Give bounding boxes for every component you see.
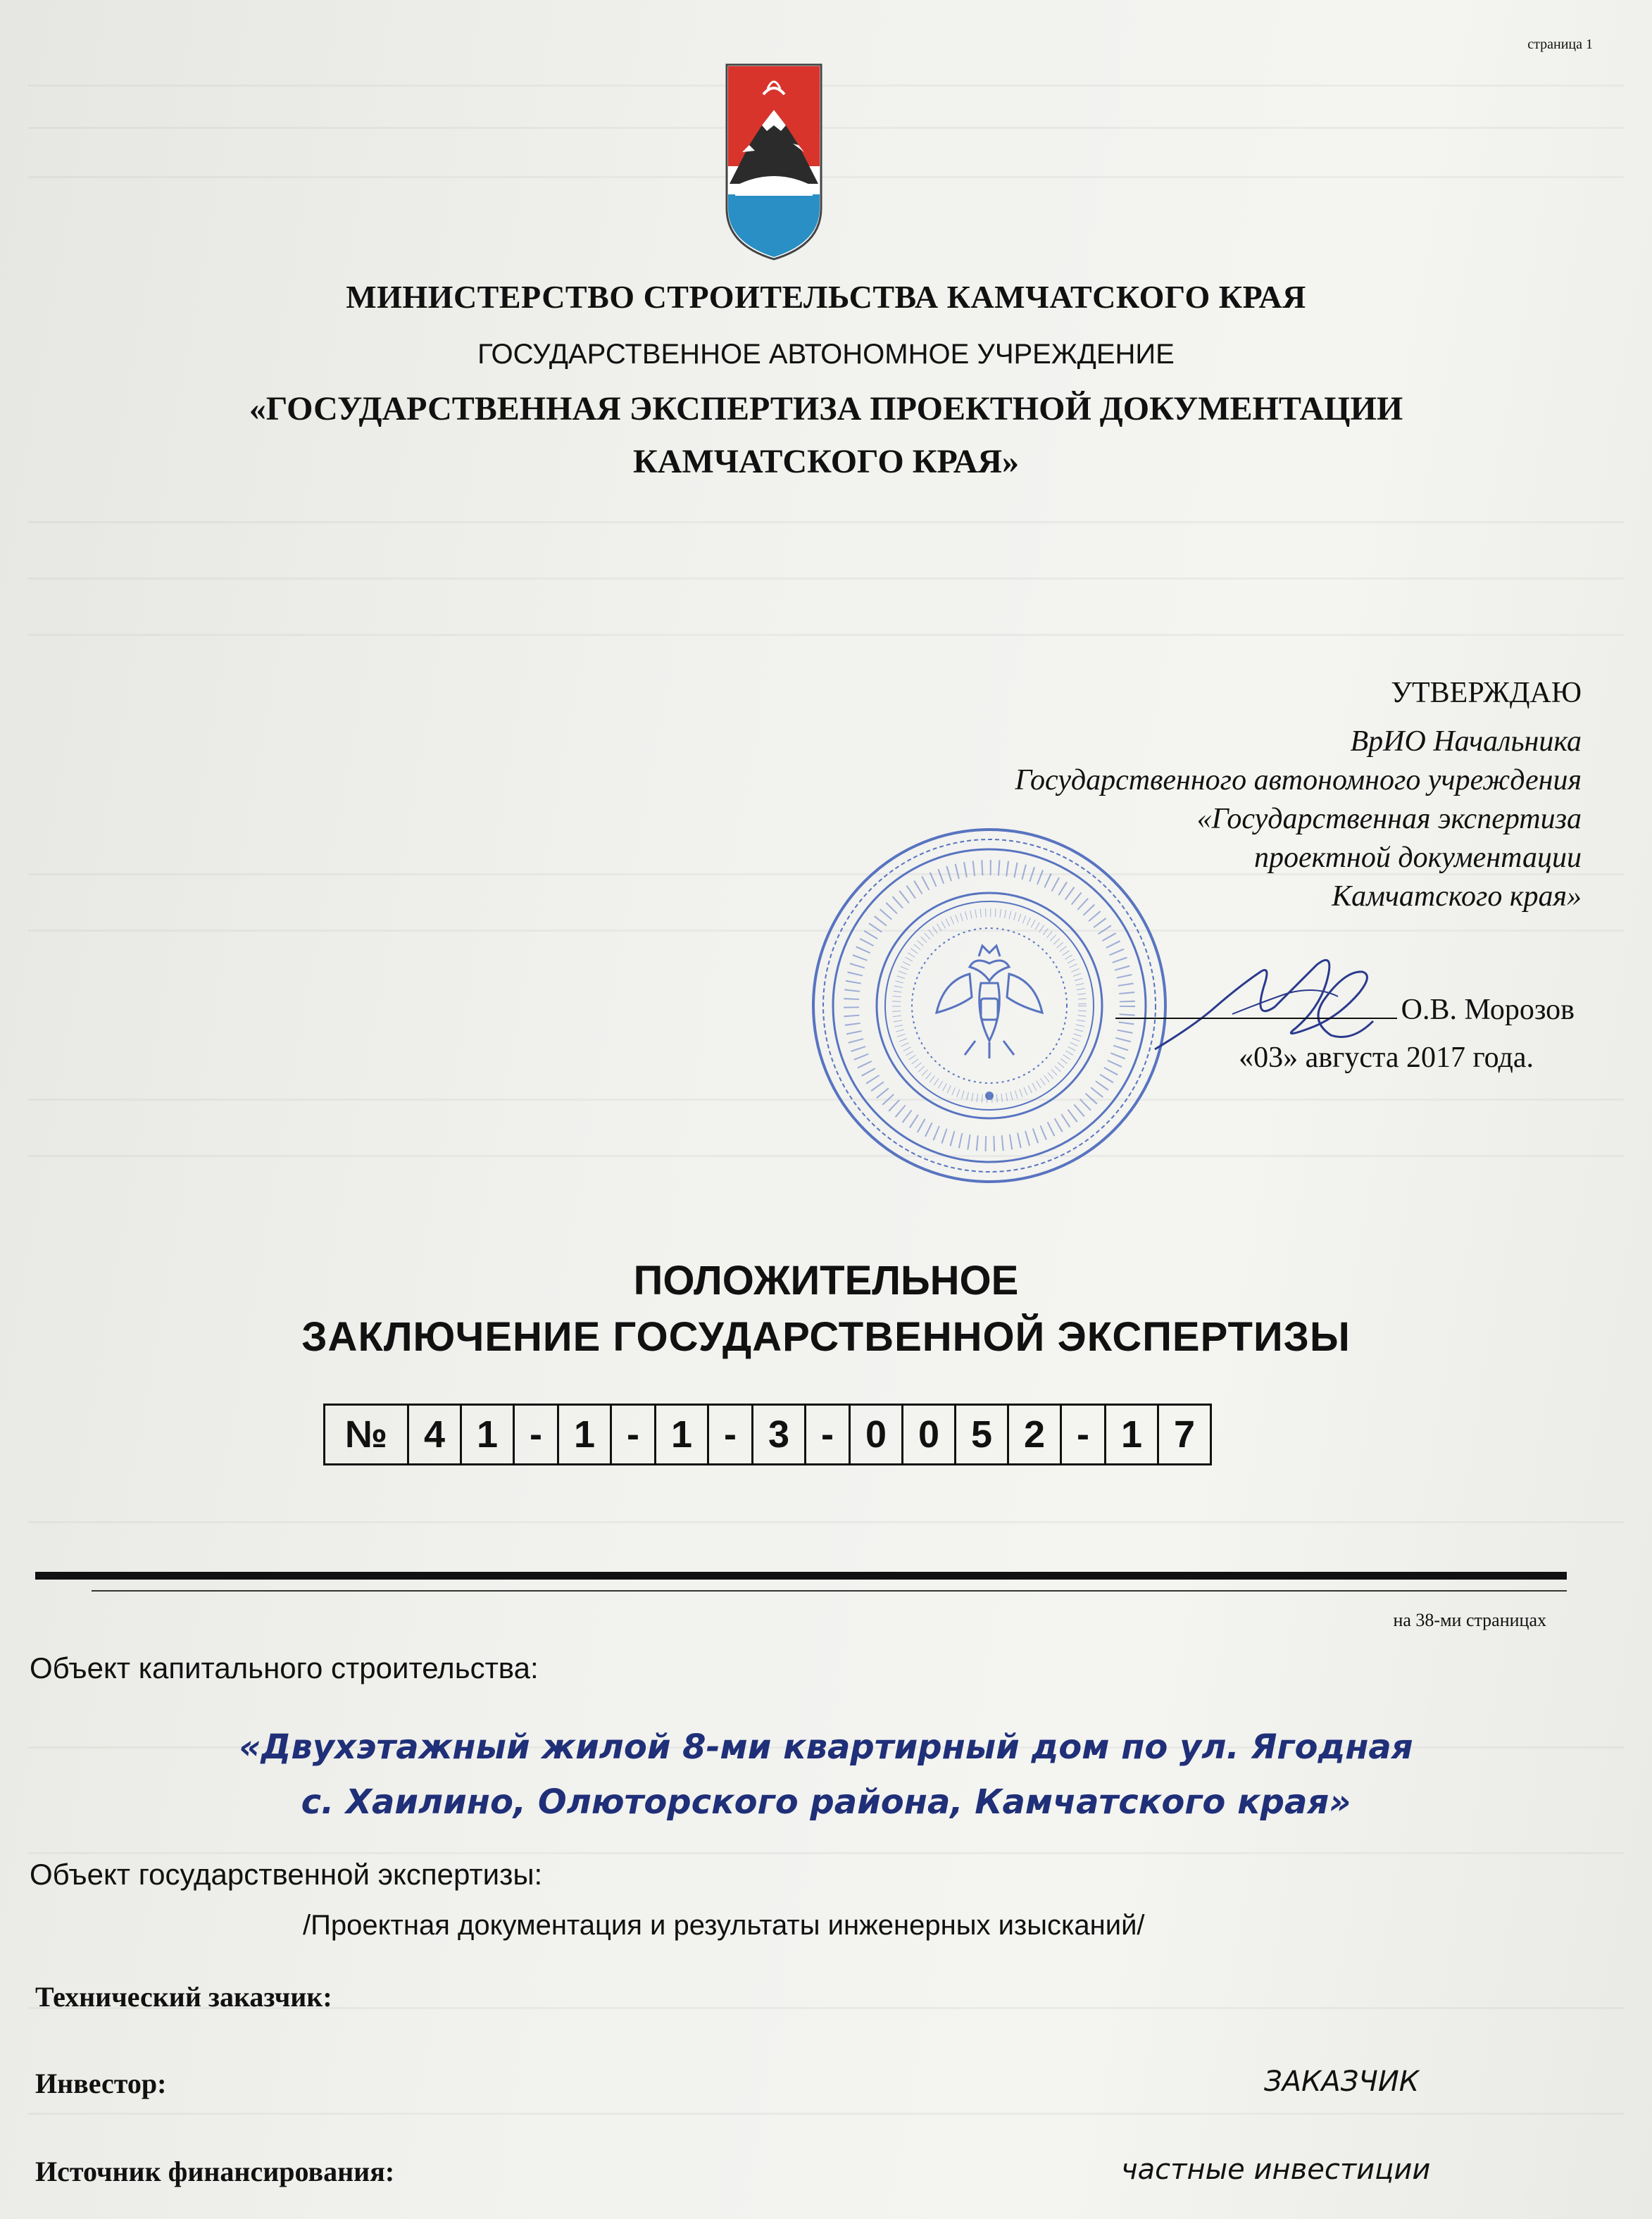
number-separator-cell: - bbox=[610, 1406, 654, 1463]
number-digit-cell: 1 bbox=[557, 1406, 610, 1463]
number-digit-cell: 1 bbox=[654, 1406, 707, 1463]
signatory-name: О.В. Морозов bbox=[1401, 994, 1575, 1026]
number-digit-cell: 1 bbox=[1104, 1406, 1157, 1463]
expertise-object-label: Объект государственной экспертизы: bbox=[30, 1858, 543, 1891]
conclusion-title-line2: ЗАКЛЮЧЕНИЕ ГОСУДАРСТВЕННОЙ ЭКСПЕРТИЗЫ bbox=[301, 1314, 1351, 1360]
approval-line: Государственного автономного учреждения bbox=[1015, 764, 1582, 796]
ministry-title: МИНИСТЕРСТВО СТРОИТЕЛЬСТВА КАМЧАТСКОГО КРАЯ bbox=[346, 279, 1306, 315]
number-digit-cell: 0 bbox=[849, 1406, 901, 1463]
conclusion-number-box bbox=[323, 1404, 1212, 1465]
object-label: Объект капитального строительства: bbox=[30, 1651, 539, 1684]
signature-line bbox=[1115, 1018, 1397, 1019]
institution-type: ГОСУДАРСТВЕННОЕ АВТОНОМНОЕ УЧРЕЖДЕНИЕ bbox=[477, 339, 1175, 370]
organization-name-line1: «ГОСУДАРСТВЕННАЯ ЭКСПЕРТИЗА ПРОЕКТНОЙ ДОКУМЕНТАЦИИ bbox=[249, 390, 1403, 427]
technical-customer-label: Технический заказчик: bbox=[35, 1981, 332, 2013]
approval-line: «Государственная экспертиза bbox=[1196, 803, 1582, 835]
number-digit-cell: 4 bbox=[407, 1406, 460, 1463]
financing-value: частные инвестиции bbox=[1121, 2154, 1431, 2186]
thin-divider bbox=[92, 1590, 1567, 1592]
approval-date: «03» августа 2017 года. bbox=[1239, 1042, 1534, 1074]
page-number: страница 1 bbox=[1527, 37, 1593, 52]
approval-heading: УТВЕРЖДАЮ bbox=[1391, 677, 1582, 709]
approval-line: Камчатского края» bbox=[1332, 880, 1582, 913]
number-separator-cell: - bbox=[707, 1406, 751, 1463]
number-separator-cell: - bbox=[513, 1406, 557, 1463]
object-name-line1: «Двухэтажный жилой 8-ми квартирный дом по ул. Ягодная bbox=[239, 1727, 1413, 1767]
number-separator-cell: - bbox=[804, 1406, 849, 1463]
number-digit-cell: 5 bbox=[954, 1406, 1007, 1463]
approval-line: ВрИО Начальника bbox=[1350, 725, 1582, 758]
expertise-object-value: /Проектная документация и результаты инженерных изысканий/ bbox=[303, 1910, 1145, 1941]
number-digit-cell: № bbox=[344, 1413, 388, 1456]
organization-name-line2: КАМЧАТСКОГО КРАЯ» bbox=[632, 443, 1020, 480]
number-digit-cell: 3 bbox=[751, 1406, 804, 1463]
investor-label: Инвестор: bbox=[35, 2068, 167, 2099]
approval-line: проектной документации bbox=[1253, 842, 1582, 874]
investor-value: ЗАКАЗЧИК bbox=[1264, 2065, 1420, 2098]
number-separator-cell: - bbox=[1060, 1406, 1104, 1463]
number-digit-cell: 1 bbox=[460, 1406, 513, 1463]
object-name-line2: с. Хаилино, Олюторского района, Камчатского края» bbox=[301, 1782, 1351, 1822]
number-digit-cell: 7 bbox=[1157, 1406, 1210, 1463]
number-digit-cell: 2 bbox=[1007, 1406, 1060, 1463]
signature-row bbox=[1115, 993, 1575, 1027]
kamchatka-coat-of-arms-icon bbox=[721, 61, 827, 262]
thick-divider bbox=[35, 1572, 1567, 1580]
financing-label: Источник финансирования: bbox=[35, 2156, 395, 2187]
pages-count: на 38-ми страницах bbox=[1393, 1610, 1546, 1630]
conclusion-title-line1: ПОЛОЖИТЕЛЬНОЕ bbox=[633, 1258, 1019, 1304]
number-digit-cell: 0 bbox=[901, 1406, 954, 1463]
